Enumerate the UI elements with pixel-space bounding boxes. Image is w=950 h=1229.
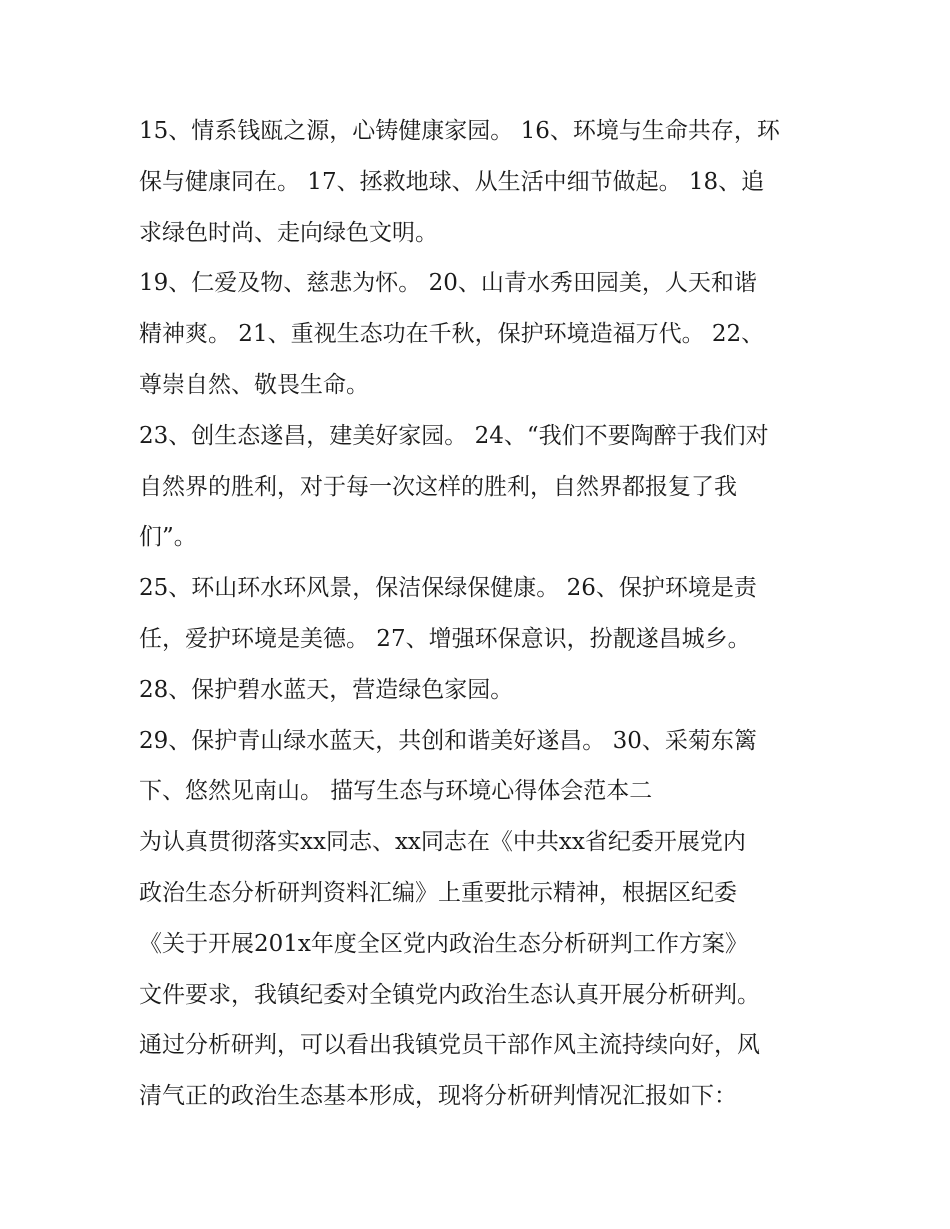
- text-line: 求绿色时尚、走向绿色文明。: [139, 219, 438, 246]
- text-line: 为认真贯彻落实xx同志、xx同志在《中共xx省纪委开展党内: [139, 829, 746, 856]
- text-line: 《关于开展201x年度全区党内政治生态分析研判工作方案》: [139, 930, 748, 957]
- text-line: 25、环山环水环风景，保洁保绿保健康。 26、保护环境是责: [139, 575, 757, 602]
- document-body: [139, 106, 829, 1122]
- text-line: 精神爽。 21、重视生态功在千秋，保护环境造福万代。 22、: [139, 321, 765, 348]
- text-line: 下、悠然见南山。 描写生态与环境心得体会范本二: [139, 778, 653, 805]
- text-line: 任，爱护环境是美德。 27、增强环保意识，扮靓遂昌城乡。: [139, 625, 751, 652]
- text-line: 23、创生态遂昌，建美好家园。 24、“我们不要陶醉于我们对: [139, 422, 769, 449]
- text-line: 自然界的胜利，对于每一次这样的胜利，自然界都报复了我: [139, 473, 737, 500]
- text-line: 29、保护青山绿水蓝天，共创和谐美好遂昌。 30、采菊东篱: [139, 727, 757, 754]
- text-line: 清气正的政治生态基本形成，现将分析研判情况汇报如下：: [139, 1083, 737, 1110]
- text-line: 19、仁爱及物、慈悲为怀。 20、山青水秀田园美，人天和谐: [139, 270, 757, 297]
- text-line: 政治生态分析研判资料汇编》上重要批示精神，根据区纪委: [139, 879, 737, 906]
- text-line: 尊崇自然、敬畏生命。: [139, 371, 369, 398]
- text-line: 通过分析研判，可以看出我镇党员干部作风主流持续向好，风: [139, 1032, 760, 1059]
- text-line: 们”。: [139, 524, 197, 551]
- text-line: 文件要求，我镇纪委对全镇党内政治生态认真开展分析研判。: [139, 981, 760, 1008]
- text-line: 28、保护碧水蓝天，营造绿色家园。: [139, 676, 514, 703]
- text-line: 保与健康同在。 17、拯救地球、从生活中细节做起。 18、追: [139, 168, 765, 195]
- text-line: 15、情系钱瓯之源，心铸健康家园。 16、环境与生命共存，环: [139, 118, 780, 144]
